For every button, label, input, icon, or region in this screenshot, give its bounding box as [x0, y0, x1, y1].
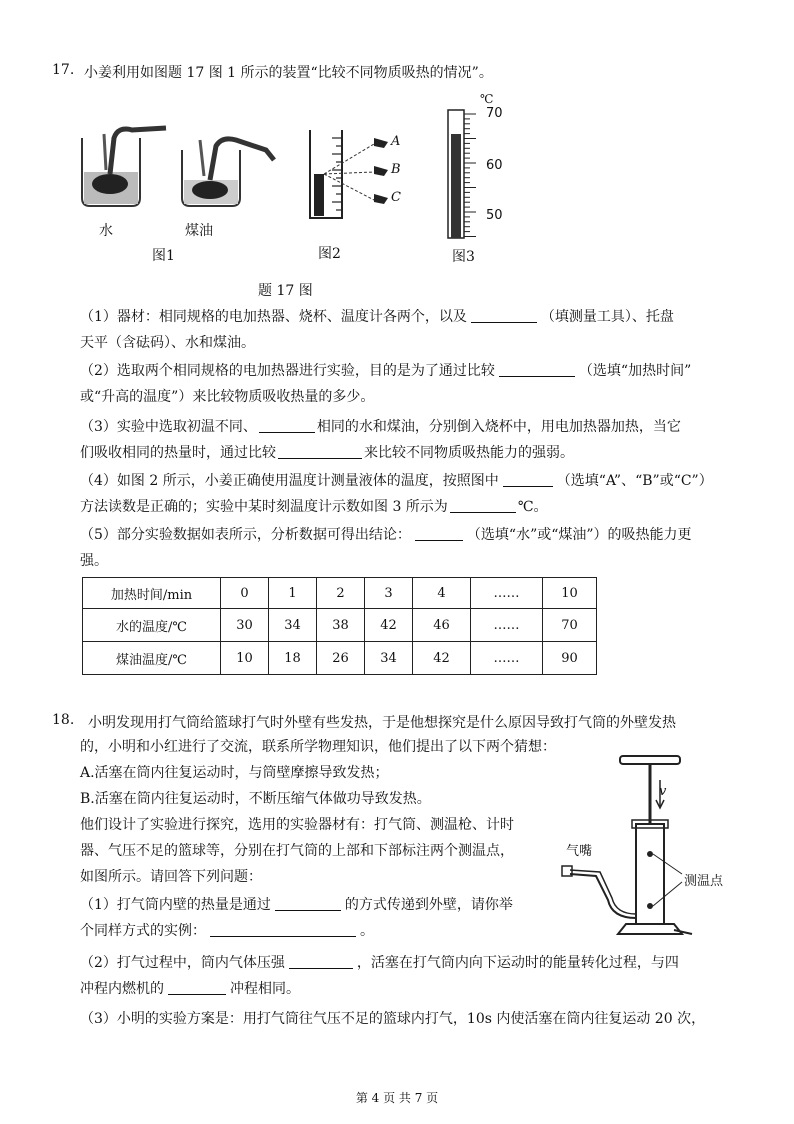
table-cell: 34: [365, 642, 413, 675]
table-cell: 水的温度/℃: [83, 609, 221, 642]
text: （5）部分实验数据如表所示，分析数据可得出结论：: [80, 527, 411, 543]
data-table: [82, 577, 597, 675]
table-cell: 2: [317, 578, 365, 609]
answer-blank[interactable]: [289, 954, 353, 969]
page-footer: 第 4 页 共 7 页: [355, 1091, 439, 1105]
view-c-label: C: [391, 190, 401, 205]
table-cell: 90: [543, 642, 597, 675]
answer-blank[interactable]: [450, 498, 516, 513]
table-cell: 0: [221, 578, 269, 609]
text: （4）如图 2 所示，小姜正确使用温度计测量液体的温度，按照图中: [80, 473, 499, 489]
q17-part2-line2: 或“升高的温度”）来比较物质吸收热量的多少。: [80, 389, 375, 405]
text: （1）打气筒内壁的热量是通过: [80, 897, 271, 913]
water-label: 水: [99, 223, 113, 239]
q17-part5-line1: [80, 526, 692, 544]
answer-blank[interactable]: [168, 980, 226, 995]
scale-60-label: 60: [486, 158, 503, 173]
text: （选填“水”或“煤油”）的吸热能力更: [466, 527, 692, 543]
text: 的方式传递到外壁，请你举: [344, 897, 513, 913]
nozzle-label: 气嘴: [566, 844, 593, 859]
text: 个同样方式的实例：: [80, 923, 206, 939]
view-b-label: B: [391, 162, 401, 177]
q17-part2-line1: [80, 362, 691, 380]
text: 方法读数是正确的；实验中某时刻温度计示数如图 3 所示为: [80, 499, 448, 515]
table-row: [83, 609, 597, 642]
table-cell: 38: [317, 609, 365, 642]
answer-blank[interactable]: [503, 472, 553, 487]
table-cell: 4: [413, 578, 471, 609]
table-cell: ……: [471, 609, 543, 642]
figure-3-thermometer: [430, 104, 484, 244]
measure-point-label: 测温点: [684, 874, 724, 889]
table-cell: 10: [221, 642, 269, 675]
table-cell: 70: [543, 609, 597, 642]
text: 们吸收相同的热量时，通过比较: [80, 445, 276, 461]
velocity-label: v: [659, 784, 667, 799]
answer-blank[interactable]: [259, 418, 315, 433]
q18-number: 18.: [52, 712, 75, 728]
answer-blank[interactable]: [278, 444, 362, 459]
table-cell: 42: [365, 609, 413, 642]
answer-blank[interactable]: [499, 362, 575, 377]
scale-50-label: 50: [486, 208, 503, 223]
q18-stem-line1: 小明发现用打气筒给篮球打气时外壁有些发热，于是他想探究是什么原因导致打气筒的外壁发热: [88, 715, 676, 731]
table-row: [83, 578, 597, 609]
text: 。: [360, 923, 374, 939]
figure-1-label: 图1: [152, 248, 175, 264]
answer-blank[interactable]: [210, 922, 356, 937]
q18-part2-line2: [80, 980, 300, 998]
text: 来比较不同物质吸热能力的强弱。: [364, 445, 574, 461]
q18-guess-a: A.活塞在筒内往复运动时，与筒壁摩擦导致发热；: [80, 765, 389, 781]
figure-caption: 题 17 图: [258, 283, 313, 299]
q17-part5-line2: 强。: [80, 553, 108, 569]
q17-stem: 小姜利用如图题 17 图 1 所示的装置“比较不同物质吸热的情况”。: [84, 65, 493, 81]
table-cell: 10: [543, 578, 597, 609]
table-cell: 26: [317, 642, 365, 675]
text: （2）打气过程中，筒内气体压强: [80, 955, 285, 971]
table-cell: 30: [221, 609, 269, 642]
text: ℃。: [517, 499, 548, 515]
table-cell: 42: [413, 642, 471, 675]
q18-part1-line1: [80, 896, 513, 914]
q18-stem-line2: 的，小明和小红进行了交流，联系所学物理知识，他们提出了以下两个猜想：: [80, 739, 556, 755]
answer-blank[interactable]: [275, 896, 341, 911]
text: 冲程相同。: [230, 981, 300, 997]
q18-design-line2: 器、气压不足的篮球等，分别在打气筒的上部和下部标注两个测温点，: [80, 843, 514, 859]
text: （1）器材：相同规格的电加热器、烧杯、温度计各两个，以及: [80, 309, 467, 325]
text: ，活塞在打气筒内向下运动时的能量转化过程，与四: [356, 955, 679, 971]
table-cell: 煤油温度/℃: [83, 642, 221, 675]
q18-part3-line1: （3）小明的实验方案是：用打气筒往气压不足的篮球内打气，10s 内使活塞在筒内往复运动 20 次，: [80, 1011, 706, 1027]
table-cell: 46: [413, 609, 471, 642]
q18-part1-line2: [80, 922, 374, 940]
q18-design-line3: 如图所示。请回答下列问题：: [80, 869, 262, 885]
q17-part3-line1: [80, 418, 681, 436]
unit-label: ℃: [480, 92, 494, 106]
text: （选填“加热时间”: [578, 363, 692, 379]
q17-number: 17.: [52, 62, 75, 78]
table-cell: ……: [471, 578, 543, 609]
table-cell: 3: [365, 578, 413, 609]
answer-blank[interactable]: [415, 526, 463, 541]
q17-part4-line2: [80, 498, 547, 516]
table-cell: ……: [471, 642, 543, 675]
figure-3-label: 图3: [452, 249, 475, 265]
table-cell: 34: [269, 609, 317, 642]
scale-70-label: 70: [486, 106, 503, 121]
text: （2）选取两个相同规格的电加热器进行实验，目的是为了通过比较: [80, 363, 495, 379]
text: 相同的水和煤油，分别倒入烧杯中，用电加热器加热，当它: [316, 419, 681, 435]
q17-part1-line1: [80, 308, 674, 326]
q17-part3-line2: [80, 444, 574, 462]
table-cell: 加热时间/min: [83, 578, 221, 609]
table-row: [83, 642, 597, 675]
table-cell: 1: [269, 578, 317, 609]
q18-guess-b: B.活塞在筒内往复运动时，不断压缩气体做功导致发热。: [80, 791, 431, 807]
q18-design-line1: 他们设计了实验进行探究，选用的实验器材有：打气筒、测温枪、计时: [80, 817, 514, 833]
figure-1-beakers: [70, 110, 280, 220]
q18-part2-line1: [80, 954, 679, 972]
view-a-label: A: [391, 134, 401, 149]
text: （3）实验中选取初温不同、: [80, 419, 257, 435]
answer-blank[interactable]: [471, 308, 537, 323]
table-cell: 18: [269, 642, 317, 675]
figure-2-label: 图2: [318, 246, 341, 262]
kerosene-label: 煤油: [185, 223, 213, 239]
text: （选填“A”、“B”或“C”）: [556, 473, 713, 489]
q17-part4-line1: [80, 472, 713, 490]
q17-part1-line2: 天平（含砝码）、水和煤油。: [80, 335, 255, 351]
text: （填测量工具）、托盘: [540, 309, 674, 325]
text: 冲程内燃机的: [80, 981, 164, 997]
